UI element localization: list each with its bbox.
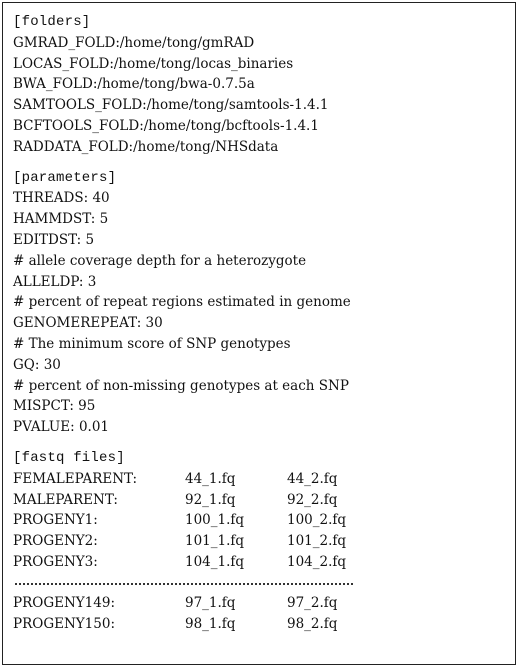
parameter-line: GENOMEREPEAT: 30 — [13, 315, 163, 332]
read1-file: 97_1.fq — [185, 594, 236, 611]
read2-file: 100_2.fq — [287, 512, 347, 529]
sample-name: PROGENY149: — [13, 594, 115, 611]
read2-file: 98_2.fq — [287, 615, 338, 632]
parameter-line: PVALUE: 0.01 — [13, 419, 110, 436]
fastq-row — [13, 510, 507, 531]
folder-line: GMRAD_FOLD:/home/tong/gmRAD — [13, 34, 255, 51]
fastq-row — [13, 531, 507, 552]
folder-line: SAMTOOLS_FOLD:/home/tong/samtools-1.4.1 — [13, 97, 329, 114]
parameter-line: MISPCT: 95 — [13, 398, 96, 415]
read2-file: 104_2.fq — [287, 553, 347, 570]
sample-name: PROGENY1: — [13, 512, 98, 529]
read2-file: 44_2.fq — [287, 470, 338, 487]
fastq-row — [13, 469, 507, 490]
read2-file: 97_2.fq — [287, 594, 338, 611]
fastq-header: [fastq files] — [13, 449, 125, 466]
parameter-line: HAMMDST: 5 — [13, 211, 109, 228]
fastq-row — [13, 490, 507, 511]
read1-file: 101_1.fq — [185, 533, 245, 550]
parameter-line: GQ: 30 — [13, 356, 61, 373]
sample-name: PROGENY150: — [13, 615, 115, 632]
read1-file: 104_1.fq — [185, 553, 245, 570]
read1-file: 98_1.fq — [185, 615, 236, 632]
fastq-row — [13, 593, 507, 614]
parameter-line: THREADS: 40 — [13, 190, 110, 207]
sample-name: PROGENY2: — [13, 533, 98, 550]
fastq-row — [13, 614, 507, 635]
parameters-header: [parameters] — [13, 169, 117, 186]
fastq-row — [13, 552, 507, 573]
ellipsis-separator — [15, 573, 353, 585]
sample-name: PROGENY3: — [13, 553, 98, 570]
read1-file: 44_1.fq — [185, 470, 236, 487]
folder-line: BWA_FOLD:/home/tong/bwa-0.7.5a — [13, 76, 255, 93]
read1-file: 92_1.fq — [185, 491, 236, 508]
sample-name: FEMALEPARENT: — [13, 470, 138, 487]
config-file-content — [13, 12, 507, 634]
parameter-comment: # percent of repeat regions estimated in genome — [13, 294, 351, 311]
sample-name: MALEPARENT: — [13, 491, 118, 508]
read2-file: 101_2.fq — [287, 533, 347, 550]
read1-file: 100_1.fq — [185, 512, 245, 529]
parameter-line: EDITDST: 5 — [13, 231, 95, 248]
parameter-comment: # allele coverage depth for a heterozygote — [13, 252, 307, 269]
folder-line: BCFTOOLS_FOLD:/home/tong/bcftools-1.4.1 — [13, 117, 319, 134]
parameter-comment: # The minimum score of SNP genotypes — [13, 335, 291, 352]
read2-file: 92_2.fq — [287, 491, 338, 508]
folder-line: LOCAS_FOLD:/home/tong/locas_binaries — [13, 55, 294, 72]
parameter-line: ALLELDP: 3 — [13, 273, 97, 290]
folders-header: [folders] — [13, 14, 91, 30]
config-file-frame — [2, 2, 516, 665]
parameter-comment: # percent of non-missing genotypes at each SNP — [13, 377, 349, 394]
folder-line: RADDATA_FOLD:/home/tong/NHSdata — [13, 138, 279, 155]
